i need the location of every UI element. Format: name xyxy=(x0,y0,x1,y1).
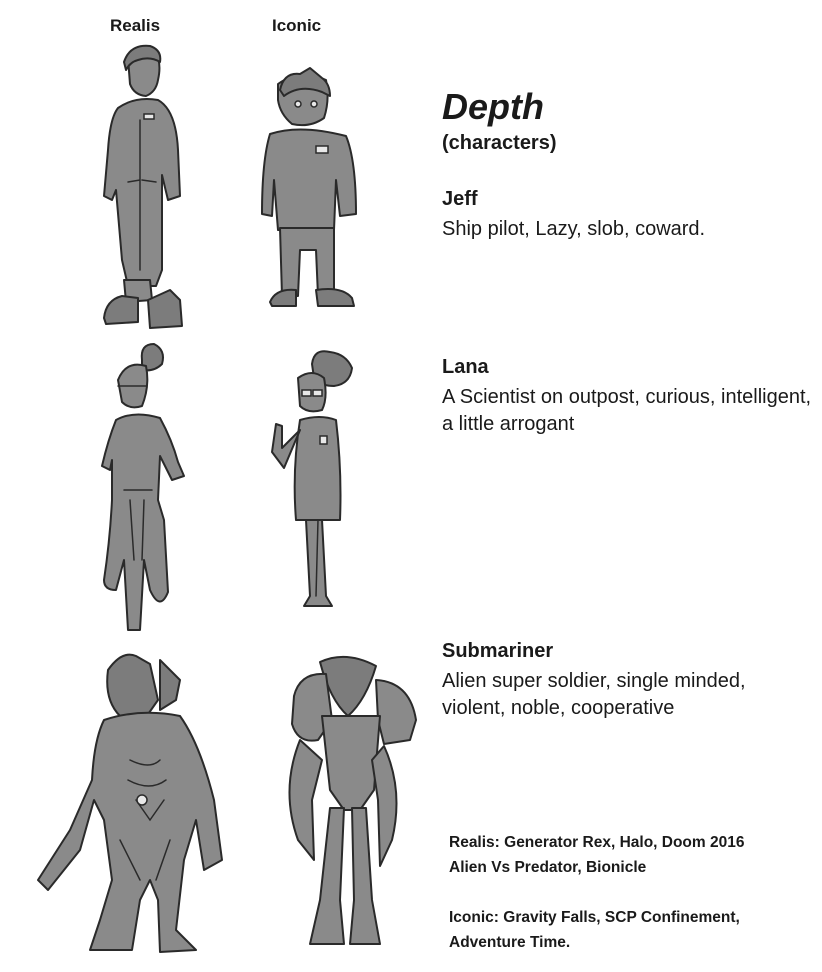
jeff-realis-sketch xyxy=(104,46,182,328)
column-header-iconic: Iconic xyxy=(272,16,322,35)
character-name-submariner: Submariner xyxy=(442,640,554,662)
lana-realis-sketch xyxy=(102,344,184,630)
iconic-references-line1: Iconic: Gravity Falls, SCP Confinement, xyxy=(449,909,740,926)
character-description-lana: A Scientist on outpost, curious, intelligent, a little arrogant xyxy=(442,386,812,435)
submariner-iconic-sketch xyxy=(289,657,416,944)
character-name-jeff: Jeff xyxy=(442,188,478,210)
lana-iconic-sketch xyxy=(272,351,352,606)
realis-references-line1: Realis: Generator Rex, Halo, Doom 2016 xyxy=(449,834,745,851)
page-subtitle: (characters) xyxy=(442,132,557,154)
submariner-realis-sketch xyxy=(38,655,222,952)
character-description-jeff: Ship pilot, Lazy, slob, coward. xyxy=(442,218,706,240)
jeff-iconic-sketch xyxy=(262,68,356,306)
iconic-references-line2: Adventure Time. xyxy=(449,934,571,951)
character-name-lana: Lana xyxy=(442,356,489,378)
page-title: Depth xyxy=(442,86,544,127)
realis-references-line2: Alien Vs Predator, Bionicle xyxy=(449,859,647,876)
character-description-submariner: Alien super soldier, single minded, violent, noble, cooperative xyxy=(442,670,746,719)
style-references xyxy=(449,830,744,955)
column-header-realis: Realis xyxy=(110,16,161,35)
